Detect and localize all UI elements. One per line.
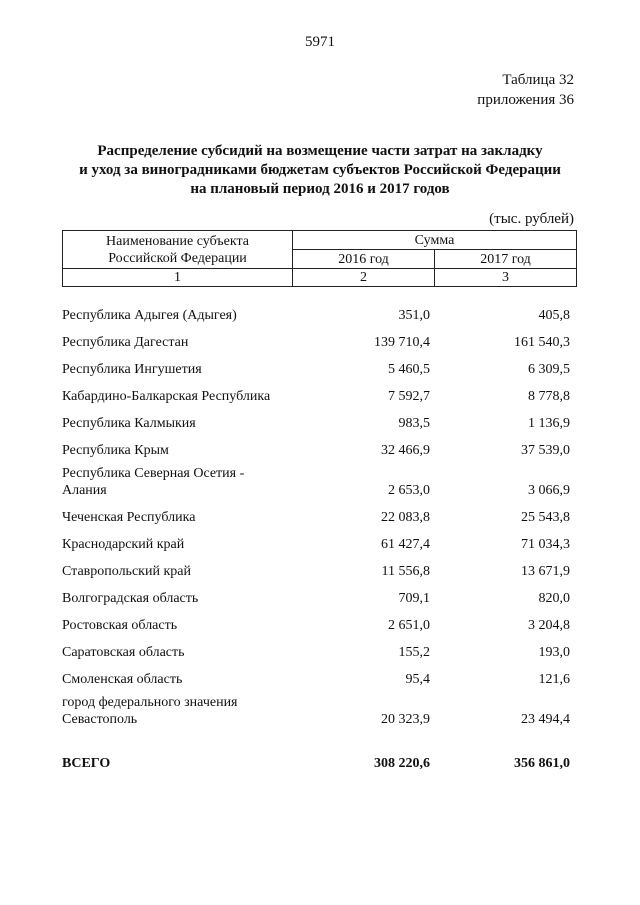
total-row [62, 752, 576, 776]
row-name: Смоленская область [62, 672, 183, 687]
table-row [62, 639, 576, 666]
table-row [62, 464, 576, 504]
row-value-2017: 13 671,9 [521, 564, 570, 579]
table-row [62, 558, 576, 585]
table-row [62, 383, 576, 410]
title-line2: и уход за виноградниками бюджетам субъектов Российской Федерации [79, 162, 561, 178]
row-value-2016: 155,2 [398, 645, 430, 660]
header-name-line2: Российской Федерации [108, 250, 247, 266]
total-label: ВСЕГО [62, 756, 111, 771]
table-row [62, 302, 576, 329]
units-label: (тыс. рублей) [489, 211, 574, 227]
table-row [62, 585, 576, 612]
title-line3: на плановый период 2016 и 2017 годов [190, 181, 450, 197]
row-value-2017: 1 136,9 [528, 416, 570, 431]
row-value-2017: 6 309,5 [528, 362, 570, 377]
table-row [62, 329, 576, 356]
row-value-2017: 161 540,3 [514, 335, 570, 350]
row-value-2017: 25 543,8 [521, 510, 570, 525]
row-value-2017: 3 204,8 [528, 618, 570, 633]
row-name: Республика Калмыкия [62, 416, 196, 431]
row-name [62, 694, 302, 728]
header-col-2: 2 [293, 269, 435, 287]
row-value-2016: 351,0 [398, 308, 430, 323]
row-name: Ростовская область [62, 618, 178, 633]
table-label-line2: приложения 36 [477, 92, 574, 108]
table-row [62, 612, 576, 639]
row-value-2017: 405,8 [538, 308, 570, 323]
table-row [62, 410, 576, 437]
table-label [477, 70, 574, 110]
row-name: Республика Крым [62, 443, 169, 458]
row-value-2017: 193,0 [538, 645, 570, 660]
row-value-2017: 8 778,8 [528, 389, 570, 404]
row-name: Республика Ингушетия [62, 362, 202, 377]
row-name-line2: Алания [62, 483, 107, 498]
row-value-2017: 121,6 [538, 672, 570, 687]
table-row [62, 531, 576, 558]
row-name: Чеченская Республика [62, 510, 196, 525]
row-value-2016: 983,5 [398, 416, 430, 431]
row-value-2017: 3 066,9 [528, 483, 570, 498]
row-name: Республика Дагестан [62, 335, 189, 350]
page-number: 5971 [305, 34, 335, 50]
row-value-2016: 2 651,0 [388, 618, 430, 633]
table-label-line1: Таблица 32 [502, 72, 574, 88]
row-value-2016: 95,4 [405, 672, 430, 687]
table-row [62, 666, 576, 693]
row-name: Ставропольский край [62, 564, 191, 579]
row-value-2017: 71 034,3 [521, 537, 570, 552]
document-title [40, 142, 600, 199]
row-name: Волгоградская область [62, 591, 199, 606]
table-row [62, 437, 576, 464]
row-value-2016: 22 083,8 [381, 510, 430, 525]
title-line1: Распределение субсидий на возмещение части затрат на закладку [97, 143, 543, 159]
table-row [62, 356, 576, 383]
header-col-1: 1 [63, 269, 293, 287]
row-name: Саратовская область [62, 645, 185, 660]
row-name-line1: город федерального значения [62, 695, 238, 710]
row-name [62, 465, 302, 499]
header-name-cell [63, 231, 293, 269]
header-name-line1: Наименование субъекта [106, 233, 249, 249]
row-name: Кабардино-Балкарская Республика [62, 389, 271, 404]
row-value-2016: 709,1 [398, 591, 430, 606]
row-value-2016: 32 466,9 [381, 443, 430, 458]
header-sum: Сумма [293, 231, 577, 250]
row-value-2016: 2 653,0 [388, 483, 430, 498]
row-value-2016: 61 427,4 [381, 537, 430, 552]
table-body [62, 302, 576, 733]
row-name: Республика Адыгея (Адыгея) [62, 308, 237, 323]
total-value-2016: 308 220,6 [374, 756, 430, 771]
row-name-line1: Республика Северная Осетия - [62, 466, 245, 481]
header-year-2017: 2017 год [435, 250, 577, 269]
header-col-3: 3 [435, 269, 577, 287]
row-value-2016: 139 710,4 [374, 335, 430, 350]
row-value-2016: 7 592,7 [388, 389, 430, 404]
table-row [62, 693, 576, 733]
row-name-line2: Севастополь [62, 712, 138, 727]
row-value-2016: 11 556,8 [381, 564, 430, 579]
row-name: Краснодарский край [62, 537, 185, 552]
row-value-2017: 23 494,4 [521, 712, 570, 727]
total-value-2017: 356 861,0 [514, 756, 570, 771]
row-value-2016: 20 323,9 [381, 712, 430, 727]
row-value-2017: 37 539,0 [521, 443, 570, 458]
row-value-2017: 820,0 [538, 591, 570, 606]
header-year-2016: 2016 год [293, 250, 435, 269]
row-value-2016: 5 460,5 [388, 362, 430, 377]
table-row [62, 504, 576, 531]
table-header [62, 230, 577, 287]
